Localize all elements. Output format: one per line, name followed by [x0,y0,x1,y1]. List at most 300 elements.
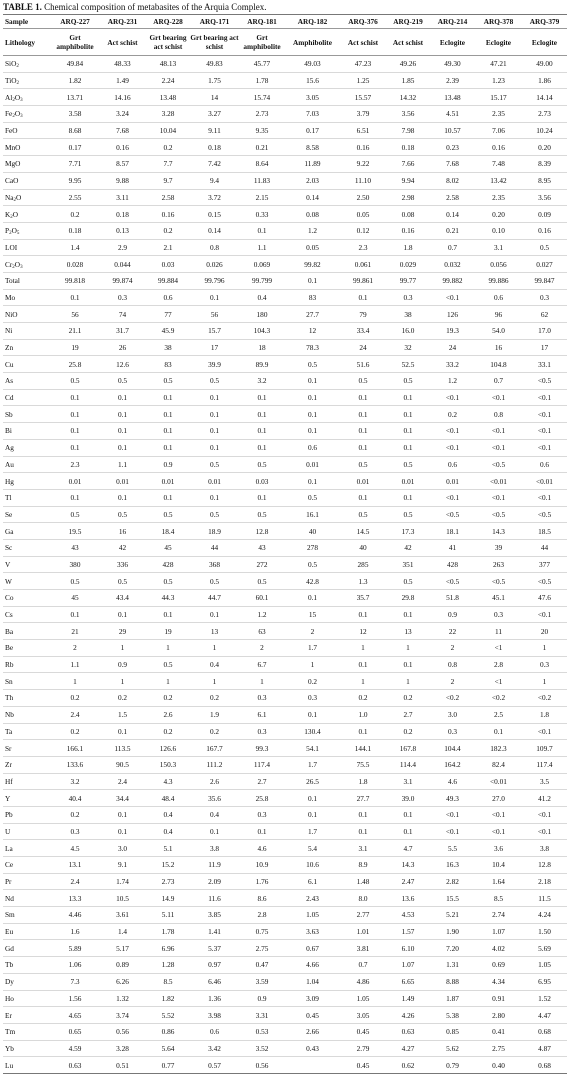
table-cell: 19 [146,623,190,640]
table-cell: 19.3 [430,323,475,340]
table-cell: 38 [386,306,430,323]
table-cell: 5.62 [430,1040,475,1057]
table-cell: 0.16 [386,222,430,239]
row-label: Ag [3,439,51,456]
table-cell: <1 [475,673,522,690]
table-cell: 77 [146,306,190,323]
caption-text: Chemical composition of metabasites of the Arquia Complex. [44,2,267,12]
table-row [3,423,567,440]
table-cell: 44 [190,539,239,556]
table-cell: 0.4 [239,289,285,306]
table-cell: 3.58 [51,106,99,123]
table-cell: <0.1 [430,289,475,306]
table-cell: 0.7 [475,373,522,390]
table-row [3,773,567,790]
table-cell: 0.5 [239,456,285,473]
table-cell: 0.1 [51,423,99,440]
table-cell: 10.9 [239,857,285,874]
table-cell: 0.45 [285,1007,340,1024]
table-cell: 0.4 [146,823,190,840]
table-cell: 0.41 [475,1023,522,1040]
table-cell: 1.5 [99,706,146,723]
table-cell: 368 [190,556,239,573]
table-cell: 39 [475,539,522,556]
table-cell: 2.5 [475,706,522,723]
table-cell: 49.83 [190,56,239,73]
table-cell: 6.7 [239,656,285,673]
table-row [3,723,567,740]
row-label: TiO$_2$ [3,72,51,89]
table-cell: 13.42 [475,172,522,189]
table-cell: 15.17 [475,89,522,106]
table-cell: 14.14 [522,89,567,106]
table-cell: 0.18 [51,222,99,239]
table-cell: 4.51 [430,106,475,123]
table-cell: 0.1 [239,389,285,406]
row-label: Co [3,590,51,607]
table-cell: 3.74 [99,1007,146,1024]
table-cell: <0.2 [475,690,522,707]
table-cell: 41.2 [522,790,567,807]
table-cell: 45 [146,539,190,556]
table-cell: 4.26 [386,1007,430,1024]
table-cell: 1.48 [340,873,386,890]
table-cell: 52.5 [386,356,430,373]
table-row [3,606,567,623]
table-cell: 0.14 [190,222,239,239]
table-cell: 51.6 [340,356,386,373]
table-cell: 3.2 [51,773,99,790]
sample-id-header: ARQ-379 [522,15,567,29]
table-cell: <1 [475,640,522,657]
table-cell: 2 [51,640,99,657]
table-cell: 3.1 [475,239,522,256]
table-cell: 13.1 [51,857,99,874]
table-cell [285,1057,340,1074]
table-cell: 9.7 [146,172,190,189]
table-cell: 4.66 [285,957,340,974]
table-cell: 47.6 [522,590,567,607]
table-cell: 0.1 [51,489,99,506]
row-label: Th [3,690,51,707]
table-cell: 0.1 [51,289,99,306]
table-cell: 3.98 [190,1007,239,1024]
table-cell: 1.4 [99,923,146,940]
table-cell: 114.4 [386,756,430,773]
row-label: $Na_2O$ [3,189,51,206]
table-cell: 48.13 [146,56,190,73]
table-cell: 1.1 [239,239,285,256]
table-cell: 0.16 [146,206,190,223]
table-cell: <0.1 [430,423,475,440]
table-cell: 0.68 [522,1057,567,1074]
table-cell: 19.5 [51,523,99,540]
table-cell: 0.1 [190,823,239,840]
row-label: Tb [3,957,51,974]
table-cell: <0.1 [430,806,475,823]
table-cell: 0.20 [522,139,567,156]
row-label: CaO [3,172,51,189]
table-cell: 83 [146,356,190,373]
table-cell: 33.2 [430,356,475,373]
table-cell: 0.13 [99,222,146,239]
table-cell: <0.1 [475,823,522,840]
table-cell: 16 [99,523,146,540]
table-cell: 1.3 [340,573,386,590]
table-cell: 0.6 [430,456,475,473]
table-cell: 49.03 [285,56,340,73]
table-cell: 0.2 [51,690,99,707]
table-cell: 27.0 [475,790,522,807]
table-cell: 0.1 [239,489,285,506]
table-cell: 0.1 [340,489,386,506]
table-row [3,323,567,340]
table-cell: 24 [430,339,475,356]
table-cell: 0.01 [285,456,340,473]
table-cell: 54.0 [475,323,522,340]
table-row [3,256,567,273]
table-cell: 0.1 [146,406,190,423]
table-cell: 0.1 [239,439,285,456]
table-cell: 0.5 [146,573,190,590]
table-row [3,72,567,89]
table-cell: 133.6 [51,756,99,773]
table-cell: 18.9 [190,523,239,540]
table-cell: 4.59 [51,1040,99,1057]
row-label: Hf [3,773,51,790]
table-cell: 10.5 [99,890,146,907]
row-label: FeO [3,122,51,139]
table-row [3,523,567,540]
row-label: SiO$_2$ [3,56,51,73]
table-cell: 4.27 [386,1040,430,1057]
table-cell: 0.2 [146,222,190,239]
table-cell: 32 [386,339,430,356]
table-cell: 0.16 [99,139,146,156]
row-label: Cs [3,606,51,623]
table-cell: 2.80 [475,1007,522,1024]
table-cell: 43.4 [99,590,146,607]
table-cell: 1.2 [430,373,475,390]
table-cell: 0.91 [475,990,522,1007]
table-cell: 43 [51,539,99,556]
table-cell: 14.3 [386,857,430,874]
table-cell: 8.58 [285,139,340,156]
table-cell: 2.35 [475,189,522,206]
composition-table [3,14,567,1074]
table-row [3,339,567,356]
table-cell: 99.3 [239,740,285,757]
table-cell: 2.24 [146,72,190,89]
table-cell: 3.11 [99,189,146,206]
table-cell: 0.5 [522,239,567,256]
table-cell: 0.5 [99,506,146,523]
table-cell: 3.59 [239,973,285,990]
table-cell: 0.3 [285,690,340,707]
table-cell: 4.6 [430,773,475,790]
table-cell: 12.8 [239,523,285,540]
table-cell: 8.57 [99,156,146,173]
lithology-cell: Amphibolite [285,29,340,56]
table-cell: 1.49 [386,990,430,1007]
table-cell: 2.3 [51,456,99,473]
table-cell: 3.0 [430,706,475,723]
table-cell: 3.5 [522,773,567,790]
table-cell: 78.3 [285,339,340,356]
table-cell: 0.01 [340,473,386,490]
row-label: $P_2O_5$ [3,222,51,239]
table-cell: 1.78 [146,923,190,940]
table-cell: 12.8 [522,857,567,874]
table-cell: 0.56 [99,1023,146,1040]
table-cell: 3.8 [522,840,567,857]
table-cell: 13.71 [51,89,99,106]
table-cell: 35.6 [190,790,239,807]
table-cell: 8.5 [146,973,190,990]
row-label: Mo [3,289,51,306]
table-cell: 4.24 [522,907,567,924]
row-label: Nb [3,706,51,723]
table-cell: <0.1 [430,489,475,506]
table-cell: 11.83 [239,172,285,189]
table-cell: 10.04 [146,122,190,139]
row-label: MnO [3,139,51,156]
table-cell: <0.1 [430,389,475,406]
table-cell: 0.21 [430,222,475,239]
table-cell: 0.18 [190,139,239,156]
table-row [3,539,567,556]
table-cell: 74 [99,306,146,323]
table-cell: 75.5 [340,756,386,773]
row-label: $K_2O$ [3,206,51,223]
table-cell: <0.1 [522,489,567,506]
sample-header-row [3,15,567,29]
table-cell: 49.26 [386,56,430,73]
table-cell: 0.01 [430,473,475,490]
row-label: Sr [3,740,51,757]
table-cell: 0.1 [190,606,239,623]
row-label: Rb [3,656,51,673]
table-cell: 0.1 [285,473,340,490]
table-cell: 1.49 [99,72,146,89]
table-cell: 12.6 [99,356,146,373]
row-label: Ce [3,857,51,874]
table-cell: 1 [190,640,239,657]
table-cell: 49.00 [522,56,567,73]
table-cell: 16.1 [285,506,340,523]
table-cell: 99.884 [146,272,190,289]
table-cell: 0.1 [99,806,146,823]
table-cell: 272 [239,556,285,573]
table-cell: 90.5 [99,756,146,773]
table-cell: 56 [51,306,99,323]
table-cell: 0.8 [475,406,522,423]
table-cell: 285 [340,556,386,573]
table-cell: 7.42 [190,156,239,173]
table-cell: 1.52 [522,990,567,1007]
table-cell: 8.64 [239,156,285,173]
table-cell: 0.1 [340,406,386,423]
table-cell: 16 [475,339,522,356]
table-cell: 2.55 [51,189,99,206]
row-label: As [3,373,51,390]
table-cell: 0.1 [99,423,146,440]
table-cell: 1 [340,640,386,657]
table-cell: <0.1 [522,606,567,623]
table-cell: 1.05 [340,990,386,1007]
table-cell: 0.97 [190,957,239,974]
table-cell: 2.1 [146,239,190,256]
sample-id-header: ARQ-378 [475,15,522,29]
sample-id-header: ARQ-181 [239,15,285,29]
table-cell: 48.4 [146,790,190,807]
table-cell: 14.9 [146,890,190,907]
table-cell: 0.5 [146,656,190,673]
lithology-cell: Act schist [99,29,146,56]
table-row [3,806,567,823]
table-cell: <0.5 [522,573,567,590]
table-cell: 3.0 [99,840,146,857]
table-cell: 117.4 [239,756,285,773]
table-cell: 9.11 [190,122,239,139]
table-cell: 0.65 [51,1023,99,1040]
table-cell: 18.4 [146,523,190,540]
table-cell: 2 [285,623,340,640]
table-cell: 51.8 [430,590,475,607]
table-cell: 2.58 [146,189,190,206]
table-cell: 26.5 [285,773,340,790]
table-cell: 34.4 [99,790,146,807]
table-cell: 1 [285,656,340,673]
table-cell: 0.14 [430,206,475,223]
table-cell: 104.8 [475,356,522,373]
table-cell: <0.5 [475,456,522,473]
table-cell: 5.37 [190,940,239,957]
table-cell: 14.5 [340,523,386,540]
table-cell: 15.5 [430,890,475,907]
table-cell: 0.1 [285,406,340,423]
table-cell: 3.27 [190,106,239,123]
table-cell: 2.6 [146,706,190,723]
table-cell: 2.18 [522,873,567,890]
table-cell: <0.1 [522,406,567,423]
row-label: Zr [3,756,51,773]
table-cell: 1.8 [522,706,567,723]
table-cell: 2.66 [285,1023,340,1040]
row-label: Cu [3,356,51,373]
table-cell: 3.1 [386,773,430,790]
table-cell: 3.61 [99,907,146,924]
table-cell: 62 [522,306,567,323]
sample-id-header: ARQ-228 [146,15,190,29]
table-cell: 0.5 [386,506,430,523]
sample-header-label: Sample [3,15,51,29]
table-cell: 8.02 [430,172,475,189]
table-cell: 7.68 [99,122,146,139]
table-cell: 3.79 [340,106,386,123]
table-cell: 0.23 [430,139,475,156]
table-cell: <0.5 [522,506,567,523]
table-row [3,623,567,640]
table-row [3,890,567,907]
table-cell: 42 [99,539,146,556]
table-cell: 18.5 [522,523,567,540]
row-label: Gd [3,940,51,957]
table-cell: 1.41 [190,923,239,940]
table-row [3,222,567,239]
table-cell: 0.2 [386,723,430,740]
row-label: Ga [3,523,51,540]
table-cell: 47.21 [475,56,522,73]
table-row [3,156,567,173]
table-cell: 0.01 [51,473,99,490]
table-cell: 0.1 [475,723,522,740]
sample-id-header: ARQ-219 [386,15,430,29]
lithology-row [3,29,567,56]
table-cell: 0.1 [146,606,190,623]
table-cell: 5.11 [146,907,190,924]
table-cell: 1.82 [146,990,190,1007]
table-cell: <0.5 [475,573,522,590]
table-cell: 0.3 [386,289,430,306]
table-cell: 99.799 [239,272,285,289]
table-cell: 13.3 [51,890,99,907]
table-row [3,89,567,106]
table-cell: 0.1 [239,823,285,840]
table-cell: 99.882 [430,272,475,289]
table-row [3,840,567,857]
row-label: W [3,573,51,590]
table-cell: <0.5 [475,506,522,523]
table-cell: 117.4 [522,756,567,773]
table-cell: 164.2 [430,756,475,773]
table-cell: 0.6 [146,289,190,306]
table-cell: 0.09 [522,206,567,223]
table-cell: 0.032 [430,256,475,273]
table-cell: 24 [340,339,386,356]
row-label: Er [3,1007,51,1024]
table-cell: 19 [51,339,99,356]
table-cell: 0.6 [190,1023,239,1040]
lithology-cell: Grt bearing act schist [146,29,190,56]
table-cell: 2.73 [239,106,285,123]
table-cell: 1.90 [430,923,475,940]
table-cell: 7.98 [386,122,430,139]
table-cell: 10.24 [522,122,567,139]
table-cell: 5.38 [430,1007,475,1024]
table-cell: 8.5 [475,890,522,907]
table-row [3,489,567,506]
table-cell: <0.1 [430,439,475,456]
table-cell: 2.79 [340,1040,386,1057]
table-cell: 25.8 [51,356,99,373]
table-cell: 54.1 [285,740,340,757]
table-cell: 428 [146,556,190,573]
table-cell: <0.1 [430,823,475,840]
table-cell: 21 [51,623,99,640]
table-cell: 0.5 [51,573,99,590]
table-cell: <0.1 [475,439,522,456]
table-cell: 1.78 [239,72,285,89]
table-row [3,356,567,373]
table-cell: 0.1 [146,389,190,406]
table-row [3,740,567,757]
table-cell: 0.51 [99,1057,146,1074]
table-cell: 4.47 [522,1007,567,1024]
table-cell: 0.1 [386,656,430,673]
table-cell: 3.05 [340,1007,386,1024]
table-cell: 0.1 [285,272,340,289]
